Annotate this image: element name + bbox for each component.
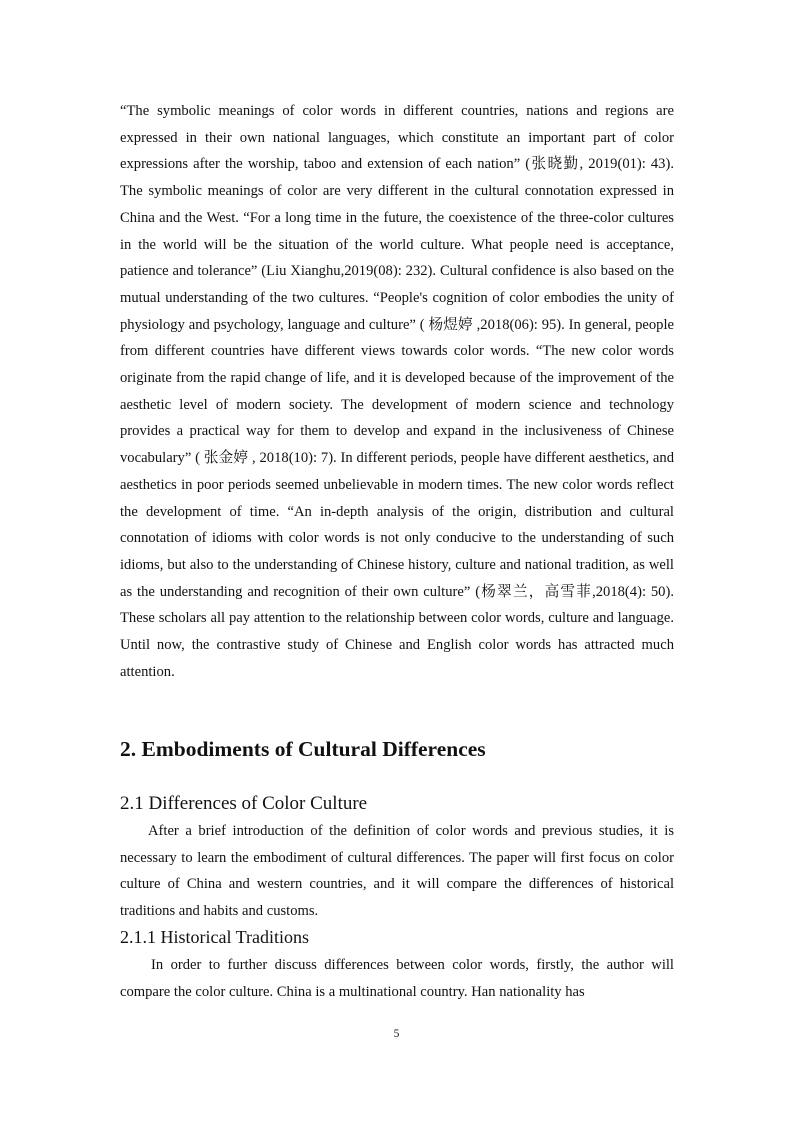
subsection-paragraph: After a brief introduction of the definition of color words and previous studies, it is necessary to learn the embodiment of cultural differences. The paper will first focus on color culture of China and western countries, and it will compare the differences of historical traditions and habits and customs. [120, 823, 674, 920]
subsubsection-heading: 2.1.1 Historical Traditions [120, 927, 310, 947]
subsection-heading: 2.1 Differences of Color Culture [120, 793, 368, 814]
body-paragraph: “The symbolic meanings of color words in different countries, nations and regions are expressed in their own national languages, which constitute an important part of color expressions after the worship, taboo and extension of each nation” (张晓勤, 2019(01): 43). The symbolic meanings of color are very different in the cultural connotation expressed in China and the West. “For a long time in the future, the coexistence of the three-color cultures in the world will be the situation of the world culture. What people need is acceptance, patience and tolerance” (Liu Xianghu,2019(08): 232). Cultural confidence is also based on the mutual understanding of the two cultures. “People's cognition of color embodies the unity of physiology and psychology, language and culture” ( 杨煜婷 ,2018(06): 95). In general, people from different countries have different views towards color words. “The new color words originate from the rapid change of life, and it is developed because of the improvement of the aesthetic level of modern society. The development of modern science and technology provides a practical way for them to develop and expand in the inclusiveness of Chinese vocabulary” ( 张金婷 , 2018(10): 7). In different periods, people have different aesthetics, and aesthetics in poor periods seemed unbelievable in modern times. The new color words reflect the development of time. “An in-depth analysis of the origin, distribution and cultural connotation of idioms with color words is not only conducive to the understanding of such idioms, but also to the understanding of Chinese history, culture and national tradition, as well as the understanding and recognition of their own culture” (杨翠兰，高雪菲,2018(4): 50). These scholars all pay attention to the relationship between color words, culture and language. Until now, the contrastive study of Chinese and English color words has attracted much attention. [120, 103, 674, 680]
page-number: 5 [393, 1028, 400, 1040]
section-heading: 2. Embodiments of Cultural Differences [120, 737, 486, 761]
subsubsection-paragraph: In order to further discuss differences between color words, firstly, the author will compare the color culture. China is a multinational country. Han nationality has [120, 957, 674, 1000]
